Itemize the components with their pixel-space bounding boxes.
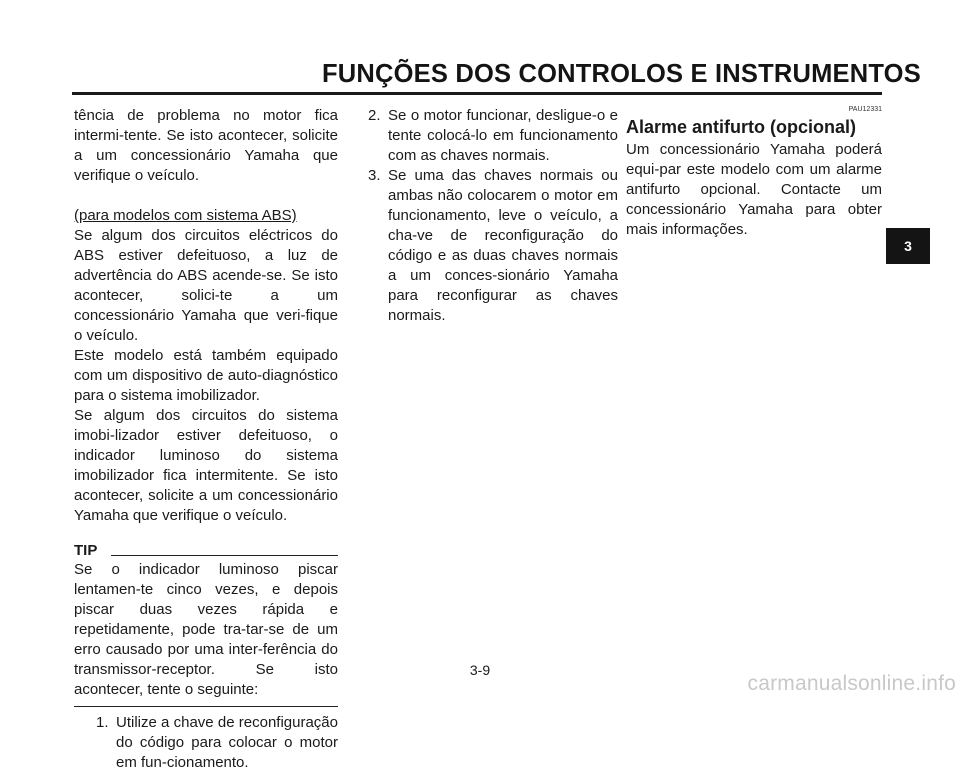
- section-title: Alarme antifurto (opcional): [626, 117, 857, 137]
- spacer: [74, 186, 338, 206]
- tip-rule: [111, 555, 338, 556]
- section-code: PAU12331: [848, 106, 882, 113]
- list-item-text: Utilize a chave de reconfiguração do código para colocar o motor em fun-cionamento.: [116, 714, 338, 771]
- tip-label: TIP: [74, 542, 98, 559]
- list-item-text: Se uma das chaves normais ou ambas não colocarem o motor em funcionamento, leve o veículo, a cha-ve de reconfiguração do código e as duas chaves normais a um conces-sionário Yamaha para reconfigurar as chaves normais.: [388, 167, 618, 324]
- column-right: [626, 106, 882, 240]
- list-item-number: 3.: [368, 167, 381, 184]
- page-header-title: FUNÇÕES DOS CONTROLOS E INSTRUMENTOS: [322, 60, 921, 88]
- list-item: [96, 713, 338, 773]
- tip-heading: [74, 542, 338, 560]
- abs-section-heading: (para modelos com sistema ABS): [74, 207, 297, 224]
- paragraph-engine-warning: tência de problema no motor fica intermi-tente. Se isto acontecer, solicite a um concessionário Yamaha que verifique o veículo.: [74, 107, 338, 184]
- header-rule: [72, 92, 882, 95]
- list-item-text: Se o motor funcionar, desligue-o e tente colocá-lo em funcionamento com as chaves normais.: [388, 107, 618, 164]
- list-item-number: 2.: [368, 107, 381, 124]
- paragraph-abs: Se algum dos circuitos eléctricos do ABS estiver defeituoso, a luz de advertência do ABS acende-se. Se isto acontecer, solici-te a um concessionário Yamaha que veri-fique o veículo.: [74, 227, 338, 344]
- list-item: [368, 106, 618, 166]
- paragraph-alarm: Um concessionário Yamaha poderá equi-par este modelo com um alarme antifurto opcional. Contacte um concessionário Yamaha para obter mais informações.: [626, 141, 882, 238]
- paragraph-immobilizer: Se algum dos circuitos do sistema imobi-lizador estiver defeituoso, o indicador luminoso do sistema imobilizador fica intermitente. Se isto acontecer, solicite a um concessionário Yamaha que verifique o veículo.: [74, 407, 338, 524]
- tip-end-rule: [74, 706, 338, 707]
- page-number: 3-9: [469, 662, 491, 678]
- tip-text: Se o indicador luminoso piscar lentamen-te cinco vezes, e depois piscar duas vezes rápida e repetidamente, pode tra-tar-se de um erro causado por uma inter-ferência do transmissor-receptor. Se isto acontecer, tente o seguinte:: [74, 561, 338, 698]
- paragraph-self-diagnosis: Este modelo está também equipado com um dispositivo de auto-diagnóstico para o sistema imobilizador.: [74, 347, 338, 404]
- column-middle: [368, 106, 618, 326]
- list-item: [368, 166, 618, 326]
- chapter-tab: 3: [886, 228, 930, 264]
- list-item-number: 1.: [96, 714, 109, 731]
- watermark: carmanualsonline.info: [747, 672, 956, 695]
